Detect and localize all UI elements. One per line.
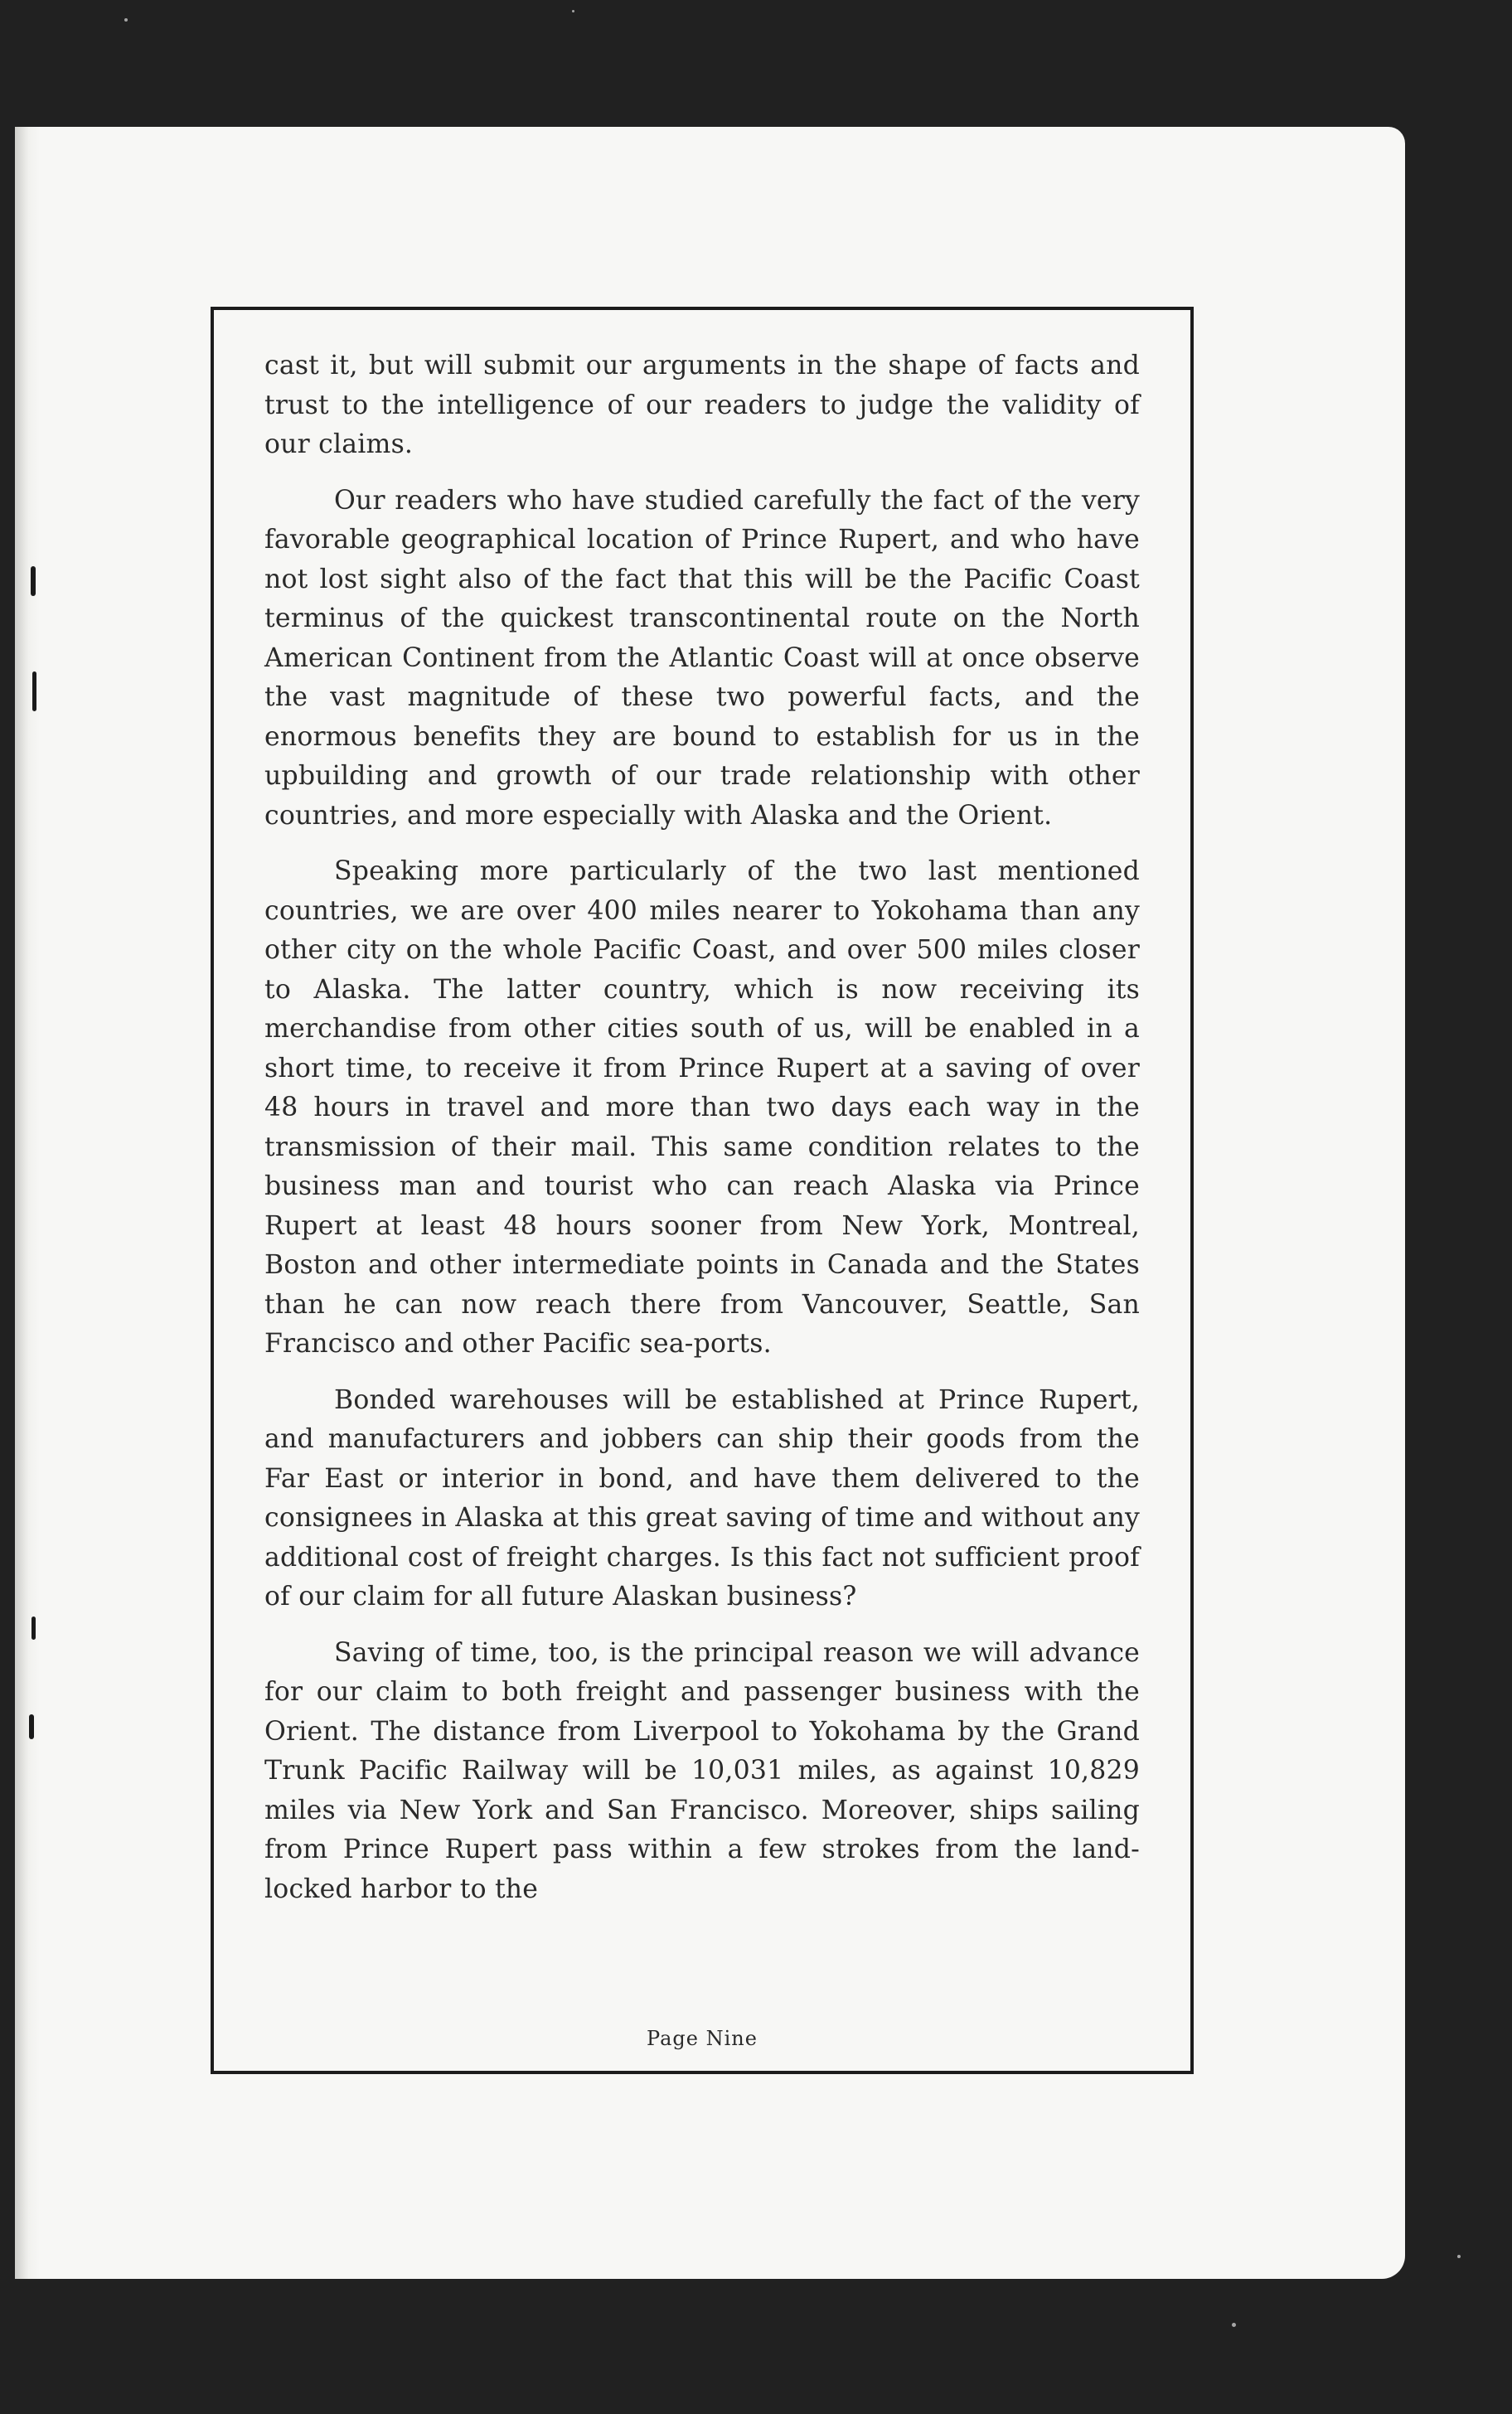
binding-edge (15, 127, 40, 2279)
paragraph: Bonded warehouses will be established at Prince Rupert, and manufacturers and jobbers can ship their goods from the Far East or interior in bond, and have them delivered to the consignees in Alaska at this great saving of time and without any additional cost of freight charges. Is this fact not sufficient proof of our claim for all future Alaskan business? (264, 1384, 1140, 1612)
scan-speck (124, 18, 128, 22)
body-text (264, 347, 1140, 1909)
binding-mark (29, 1714, 34, 1739)
page-number: Page Nine (647, 2027, 758, 2050)
scan-speck (572, 10, 574, 12)
paragraph: Speaking more particularly of the two last mentioned countries, we are over 400 miles nearer to Yokohama than any other city on the whole Pacific Coast, and over 500 miles closer to Alaska. The latter country, which is now receiving its merchandise from other cities south of us, will be enabled in a short time, to receive it from Prince Rupert at a saving of over 48 hours in travel and more than two days each way in the transmission of their mail. This same condition relates to the business man and tourist who can reach Alaska via Prince Rupert at least 48 hours sooner from New York, Montreal, Boston and other intermediate points in Canada and the States than he can now reach there from Vancouver, Seattle, San Francisco and other Pacific sea-ports. (264, 856, 1140, 1359)
binding-mark (31, 566, 36, 596)
binding-mark (32, 671, 36, 711)
paragraph: cast it, but will submit our arguments in the shape of facts and trust to the intelligence of our readers to judge the validity of our claims. (264, 351, 1140, 459)
scan-speck (1232, 2323, 1236, 2327)
binding-mark (32, 1617, 36, 1640)
paragraph: Saving of time, too, is the principal reason we will advance for our claim to both freight and passenger business with the Orient. The distance from Liverpool to Yokohama by the Grand Trunk Pacific Railway will be 10,031 miles, as against 10,829 miles via New York and San Francisco. Moreover, ships sailing from Prince Rupert pass within a few strokes from the land-locked harbor to the (264, 1637, 1140, 1904)
scan-speck (1457, 2255, 1461, 2258)
paragraph: Our readers who have studied carefully the fact of the very favorable geographical location of Prince Rupert, and who have not lost sight also of the fact that this will be the Pacific Coast terminus of the quickest transcontinental route on the North American Continent from the Atlantic Coast will at once observe the vast magnitude of these two powerful facts, and the enormous benefits they are bound to establish for us in the upbuilding and growth of our trade relationship with other countries, and more especially with Alaska and the Orient. (264, 485, 1140, 831)
